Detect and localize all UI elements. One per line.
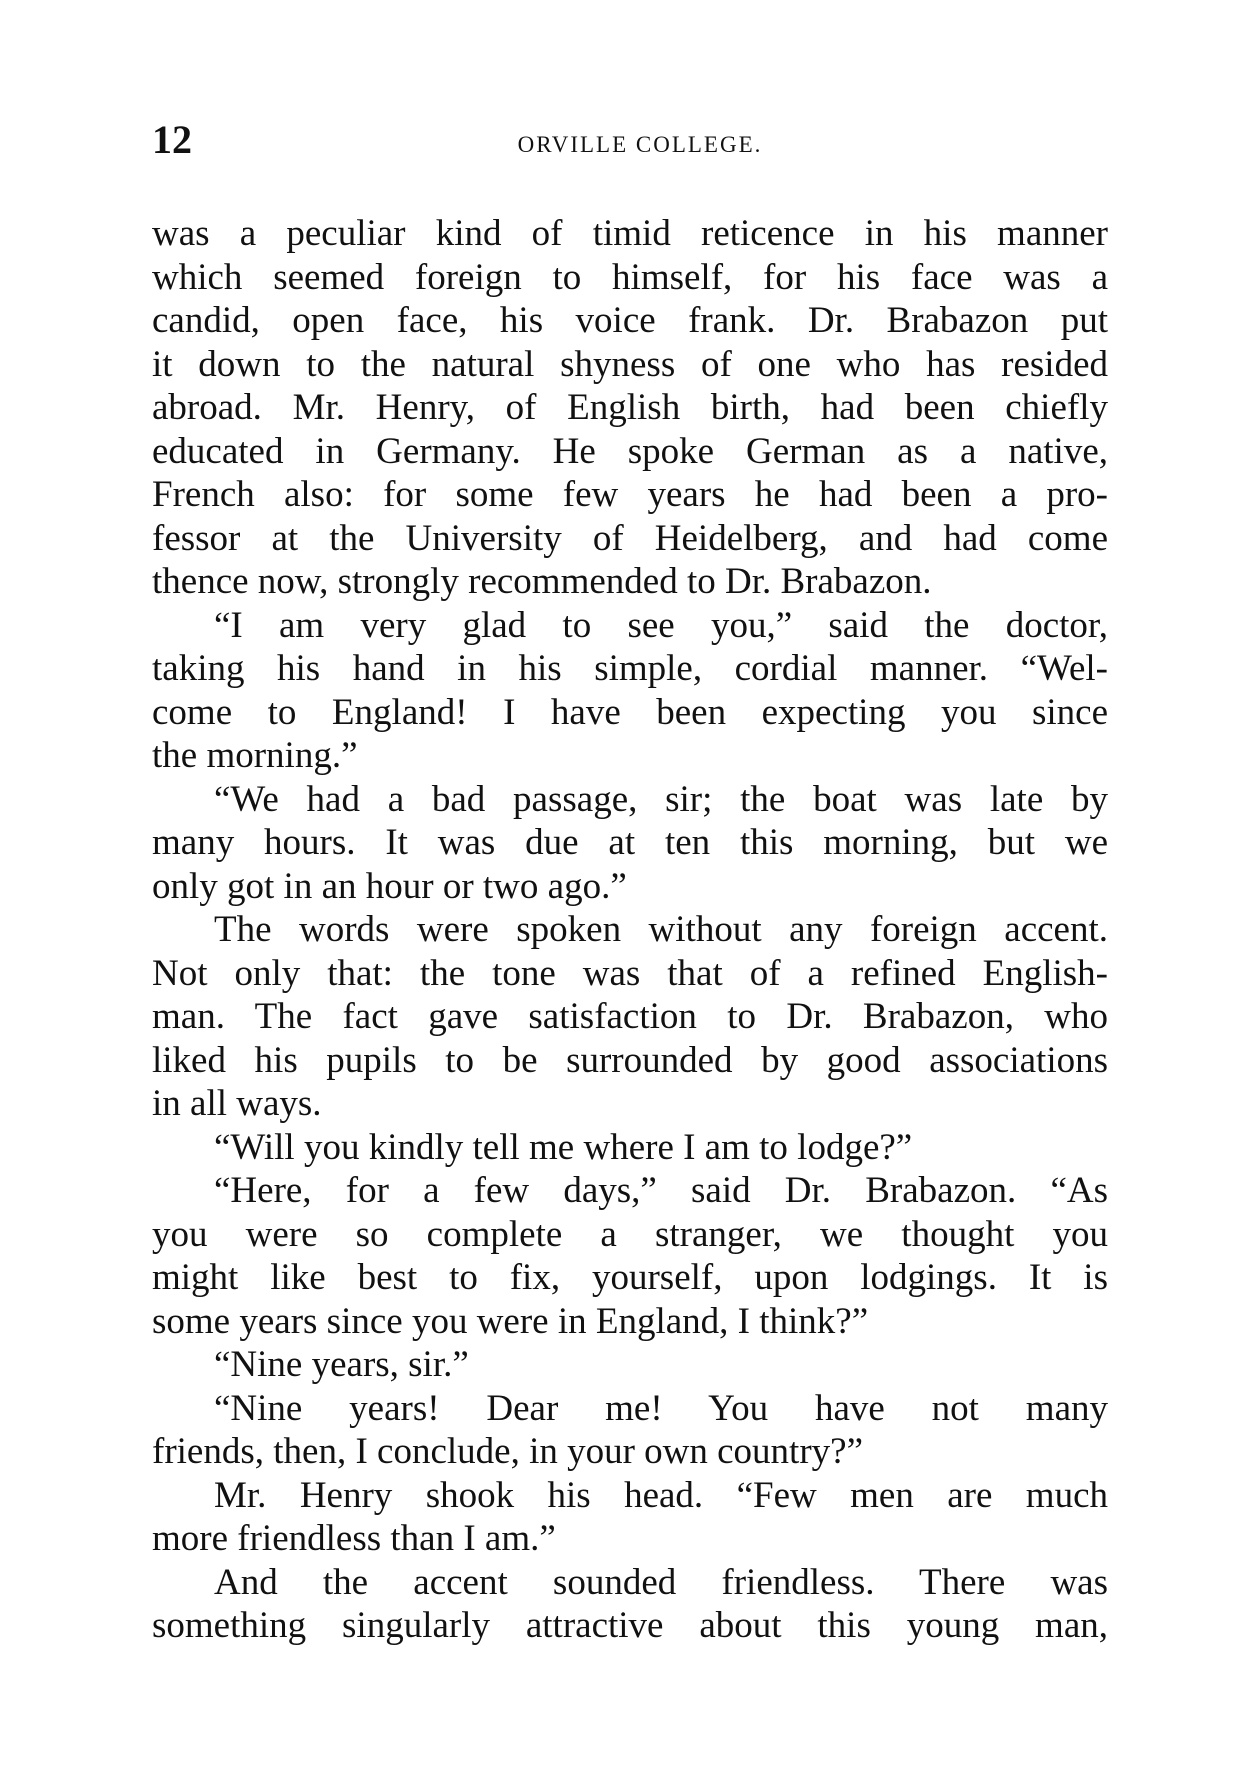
text-line: friends, then, I conclude, in your own country?” — [152, 1431, 864, 1472]
text-line: in all ways. — [152, 1083, 322, 1124]
running-head — [152, 118, 1108, 178]
text-line: you were so complete a stranger, we thought you — [152, 1213, 1108, 1255]
text-line: “Will you kindly tell me where I am to lodge?” — [214, 1126, 913, 1168]
text-line: was a peculiar kind of timid reticence in his manner — [152, 213, 1108, 254]
text-line: candid, open face, his voice frank. Dr. Brabazon put — [152, 300, 1108, 341]
text-line: man. The fact gave satisfaction to Dr. Brabazon, who — [152, 996, 1108, 1037]
text-line: more friendless than I am.” — [152, 1518, 556, 1559]
text-line: many hours. It was due at ten this morning, but we — [152, 822, 1108, 863]
running-title: ORVILLE COLLEGE. — [517, 132, 763, 157]
text-line: might like best to fix, yourself, upon lodgings. It is — [152, 1257, 1108, 1298]
text-line: The words were spoken without any foreign accent. — [214, 909, 1108, 950]
text-line: “Here, for a few days,” said Dr. Brabazon. “As — [214, 1170, 1108, 1211]
text-line: it down to the natural shyness of one who has resided — [152, 343, 1108, 385]
text-line: only got in an hour or two ago.” — [152, 865, 627, 907]
text-line: thence now, strongly recommended to Dr. Brabazon. — [152, 561, 932, 602]
body-text — [152, 212, 1108, 1648]
text-line: abroad. Mr. Henry, of English birth, had been chiefly — [152, 387, 1108, 428]
page-number: 12 — [152, 117, 192, 162]
text-line: “Nine years, sir.” — [214, 1344, 469, 1385]
text-line: taking his hand in his simple, cordial manner. “Wel- — [152, 648, 1108, 689]
text-line: Not only that: the tone was that of a refined English- — [152, 952, 1108, 994]
text-line: the morning.” — [152, 735, 358, 776]
book-page — [152, 118, 1108, 1758]
text-line: And the accent sounded friendless. There was — [214, 1561, 1108, 1603]
text-line: come to England! I have been expecting you since — [152, 691, 1108, 733]
text-line: “We had a bad passage, sir; the boat was late by — [214, 778, 1108, 820]
text-line: French also: for some few years he had been a pro- — [152, 474, 1108, 515]
text-line: which seemed foreign to himself, for his face was a — [152, 256, 1108, 298]
text-line: liked his pupils to be surrounded by good associations — [152, 1039, 1108, 1081]
text-line: “I am very glad to see you,” said the doctor, — [214, 604, 1108, 646]
text-line: something singularly attractive about this young man, — [152, 1605, 1108, 1646]
text-line: some years since you were in England, I think?” — [152, 1300, 869, 1342]
text-line: educated in Germany. He spoke German as a native, — [152, 430, 1108, 472]
text-line: fessor at the University of Heidelberg, and had come — [152, 517, 1108, 559]
text-line: Mr. Henry shook his head. “Few men are much — [214, 1474, 1108, 1516]
text-line: “Nine years! Dear me! You have not many — [214, 1387, 1108, 1429]
